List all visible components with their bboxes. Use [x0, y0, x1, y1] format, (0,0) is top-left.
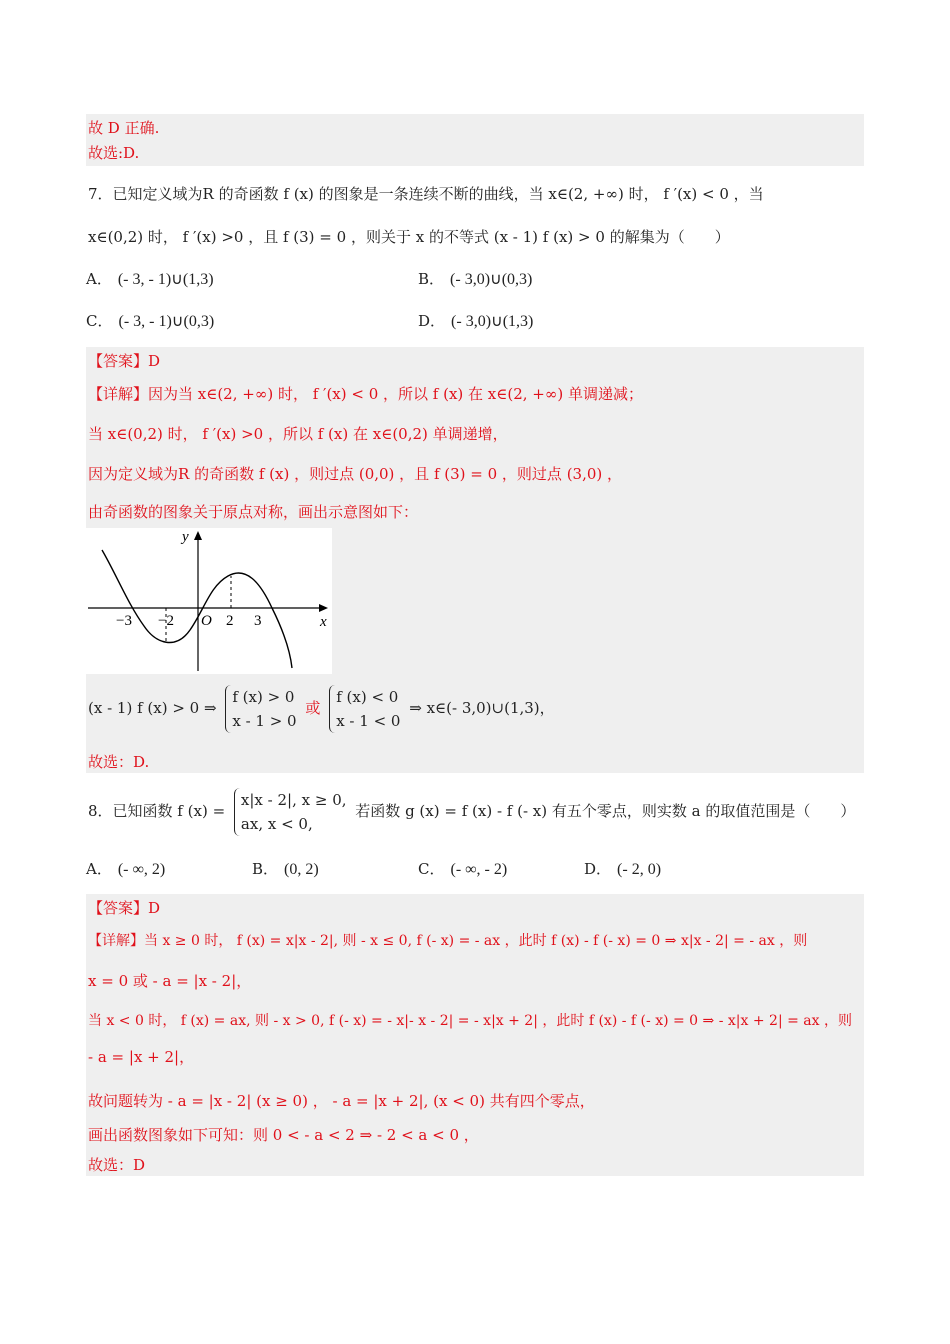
q7-detail-line4: 由奇函数的图象关于原点对称，画出示意图如下： [88, 503, 419, 521]
q8-solution-block [86, 894, 864, 1176]
q7-detail-line2: 当 x∈(0,2) 时， f ′(x) >0 ，所以 f (x) 在 x∈(0,2) 单调递增， [88, 425, 508, 443]
origin-label: O [201, 613, 212, 629]
q8-option-a: A． (- ∞, 2) [86, 860, 166, 878]
q7-detail-line1: 【详解】因为当 x∈(2, +∞) 时， f ′(x) < 0 ，所以 f (x) 在 x∈(2, +∞) 单调递减； [88, 385, 643, 403]
q7-answer: 【答案】D [88, 352, 161, 370]
y-axis-arrow [194, 531, 202, 540]
prev-solution-block [86, 114, 864, 166]
system-case-2: f (x) < 0 x - 1 < 0 [329, 685, 400, 733]
tick-label-3: 3 [254, 613, 262, 629]
q8-piecewise: x|x - 2|, x ≥ 0, ax, x < 0, [234, 788, 347, 836]
q8-option-c: C． (- ∞, - 2) [418, 860, 508, 878]
q8-detail-line2: x = 0 或 - a = |x - 2|， [88, 972, 252, 990]
q8-final-answer: 故选：D [88, 1156, 146, 1174]
tick-label-neg2: −2 [158, 613, 174, 629]
q7-option-a: A． (- 3, - 1)∪(1,3) [86, 270, 214, 288]
q8-answer: 【答案】D [88, 899, 161, 917]
q8-stem [88, 788, 855, 836]
q8-detail-line5: 故问题转为 - a = |x - 2| (x ≥ 0) ， - a = |x + 2|, (x < 0) 共有四个零点， [88, 1092, 595, 1110]
y-label: y [182, 529, 189, 545]
q7-inequality-system [88, 685, 555, 733]
q8-stem-lead: 8．已知函数 f (x) = [88, 802, 226, 820]
q7-option-c: C． (- 3, - 1)∪(0,3) [86, 312, 215, 330]
q7-final-answer: 故选：D. [88, 753, 150, 771]
prev-final-answer: 故选:D. [88, 144, 140, 162]
odd-function-curve [102, 550, 292, 668]
system-lead: (x - 1) f (x) > 0 ⇒ [88, 699, 217, 717]
x-axis-arrow [319, 604, 328, 612]
q8-option-b: B． (0, 2) [252, 860, 319, 878]
q7-sketch-graph [86, 528, 332, 674]
q7-detail-line3: 因为定义域为R 的奇函数 f (x) ，则过点 (0,0) ，且 f (3) = 0 ，则过点 (3,0) ， [88, 465, 623, 483]
graph-svg [86, 528, 332, 674]
or-word: 或 [305, 699, 321, 717]
tick-label-2: 2 [226, 613, 234, 629]
system-result: ⇒ x∈(- 3,0)∪(1,3)， [409, 699, 555, 717]
q8-detail-line6: 画出函数图象如下可知：则 0 < - a < 2 ⇒ - 2 < a < 0 ， [88, 1126, 479, 1144]
q8-detail-line1: 【详解】当 x ≥ 0 时， f (x) = x|x - 2|, 则 - x ≤ 0, f (- x) = - ax ，此时 f (x) - f (- x) = 0 ⇒ x|x - 2| = - ax ，则 [88, 933, 808, 949]
prev-conclusion: 故 D 正确. [88, 119, 160, 137]
q7-option-b: B． (- 3,0)∪(0,3) [418, 270, 533, 288]
q7-stem-line2: x∈(0,2) 时， f ′(x) >0 ，且 f (3) = 0 ，则关于 x 的不等式 (x - 1) f (x) > 0 的解集为（ ） [88, 228, 730, 246]
q8-option-d: D． (- 2, 0) [584, 860, 662, 878]
q8-detail-line4: - a = |x + 2|， [88, 1048, 195, 1066]
q7-stem-line1: 7．已知定义域为R 的奇函数 f (x) 的图象是一条连续不断的曲线，当 x∈(2, +∞) 时， f ′(x) < 0 ，当 [88, 185, 764, 203]
x-label: x [320, 614, 327, 630]
q8-stem-tail: 若函数 g (x) = f (x) - f (- x) 有五个零点，则实数 a 的取值范围是（ ） [355, 802, 856, 820]
tick-label-neg3: −3 [116, 613, 132, 629]
q7-option-d: D． (- 3,0)∪(1,3) [418, 312, 534, 330]
q8-detail-line3: 当 x < 0 时， f (x) = ax, 则 - x > 0, f (- x) = - x|- x - 2| = - x|x + 2| ，此时 f (x) - f (- x) = 0 ⇒ - x|x + 2| = ax ，则 [88, 1013, 852, 1029]
system-case-1: f (x) > 0 x - 1 > 0 [225, 685, 296, 733]
